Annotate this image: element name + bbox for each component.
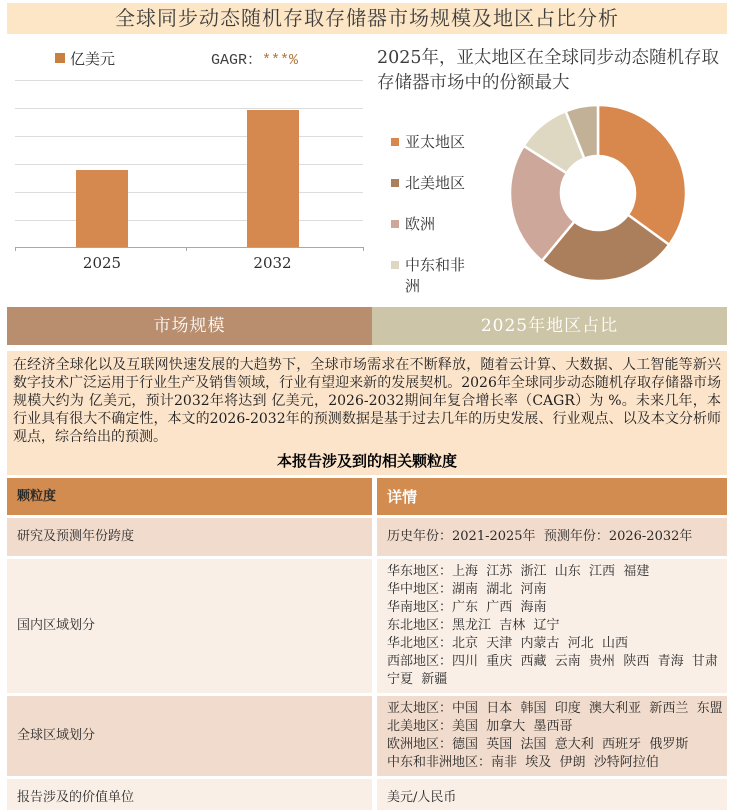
row-label-global-regions: 全球区域划分 xyxy=(7,696,372,776)
bar-chart-x-axis xyxy=(15,248,363,274)
legend-swatch-icon xyxy=(391,220,399,228)
market-size-chart-panel xyxy=(7,46,367,291)
pie-body xyxy=(367,102,727,317)
pie-legend-item xyxy=(391,173,491,194)
row-label-domestic-regions: 国内区域划分 xyxy=(7,559,372,693)
x-label-2032: 2032 xyxy=(253,254,292,272)
row-value-global-regions: 亚太地区：中国 日本 韩国 印度 澳大利亚 新西兰 东盟 北美地区：美国 加拿大 墨西哥 欧洲地区：德国 英国 法国 意大利 西班牙 俄罗斯 中东和非洲地区：南非 埃及 伊朗 沙特阿拉伯 xyxy=(377,696,727,776)
legend-label: 中东和非洲 xyxy=(405,256,466,295)
pie-legend-item xyxy=(391,132,491,153)
summary-paragraph: 在经济全球化以及互联网快速发展的大趋势下，全球市场需求在不断释放，随着云计算、大数据、人工智能等新兴数字技术广泛运用于行业生产及销售领域，行业有望迎来新的发展契机。2026年全球同步动态随机存取存储器市场规模大约为 亿美元，预计2032年将达到 亿美元，2026-2032期间年复合增长率（CAGR）为 %。未来几年，本行业具有很大不确定性，本文的2026-2032年的预测数据是基于过去几年的历史发展、行业观点、以及本文分析师观点，综合给出的预测。 xyxy=(13,357,721,445)
row-label-years-span: 研究及预测年份跨度 xyxy=(7,518,372,556)
axis-tick xyxy=(363,247,364,251)
bar-chart-plot xyxy=(15,80,363,248)
bar-chart-legend xyxy=(55,48,367,68)
table-header-row xyxy=(7,478,727,515)
legend-swatch-icon xyxy=(391,261,399,269)
row-label-value-unit: 报告涉及的价值单位 xyxy=(7,779,372,810)
legend-swatch-icon xyxy=(391,179,399,187)
summary-section xyxy=(7,351,727,475)
pie-legend-item xyxy=(391,255,491,297)
pie-legend xyxy=(391,132,491,317)
granularity-table-title: 本报告涉及到的相关颗粒度 xyxy=(276,452,457,470)
legend-label: 北美地区 xyxy=(405,174,466,192)
cagr-text xyxy=(211,48,298,69)
pie-legend-item xyxy=(391,214,491,235)
tab-region-share-2025[interactable]: 2025年地区占比 xyxy=(372,307,727,345)
table-row xyxy=(7,559,727,693)
charts-row xyxy=(7,46,727,295)
bar-2025 xyxy=(76,170,128,247)
table-row xyxy=(7,779,727,810)
table-header-detail: 详情 xyxy=(377,478,727,515)
region-share-chart-panel xyxy=(367,46,727,295)
bar-legend-swatch-icon xyxy=(55,53,65,63)
page-title: 全球同步动态随机存取存储器市场规模及地区占比分析 xyxy=(7,3,727,34)
x-label-2025: 2025 xyxy=(82,254,122,272)
table-row xyxy=(7,518,727,556)
cagr-masked-value: ***% xyxy=(262,51,299,69)
table-header-granularity: 颗粒度 xyxy=(7,478,372,515)
bar-2032 xyxy=(247,110,299,247)
row-value-domestic-regions: 华东地区：上海 江苏 浙江 山东 江西 福建 华中地区：湖南 湖北 河南 华南地区：广东 广西 海南 东北地区：黑龙江 吉林 辽宁 华北地区：北京 天津 内蒙古 河北 山西 西部地区：四川 重庆 西藏 云南 贵州 陕西 青海 甘肃 宁夏 新疆 xyxy=(377,559,727,693)
legend-label: 欧洲 xyxy=(405,215,436,233)
pie-headline: 2025年，亚太地区在全球同步动态随机存取存储器市场中的份额最大 xyxy=(377,48,720,93)
donut-chart-svg xyxy=(507,102,689,284)
bar-legend-label: 亿美元 xyxy=(70,49,116,68)
legend-swatch-icon xyxy=(391,138,399,146)
row-value-value-unit: 美元/人民币 xyxy=(377,779,727,810)
cagr-label: GAGR： xyxy=(211,51,263,69)
granularity-table xyxy=(7,478,727,810)
table-row xyxy=(7,696,727,776)
tab-market-size[interactable]: 市场规模 xyxy=(7,307,372,345)
row-value-years-span: 历史年份：2021-2025年 预测年份：2026-2032年 xyxy=(377,518,727,556)
legend-label: 亚太地区 xyxy=(405,133,466,151)
